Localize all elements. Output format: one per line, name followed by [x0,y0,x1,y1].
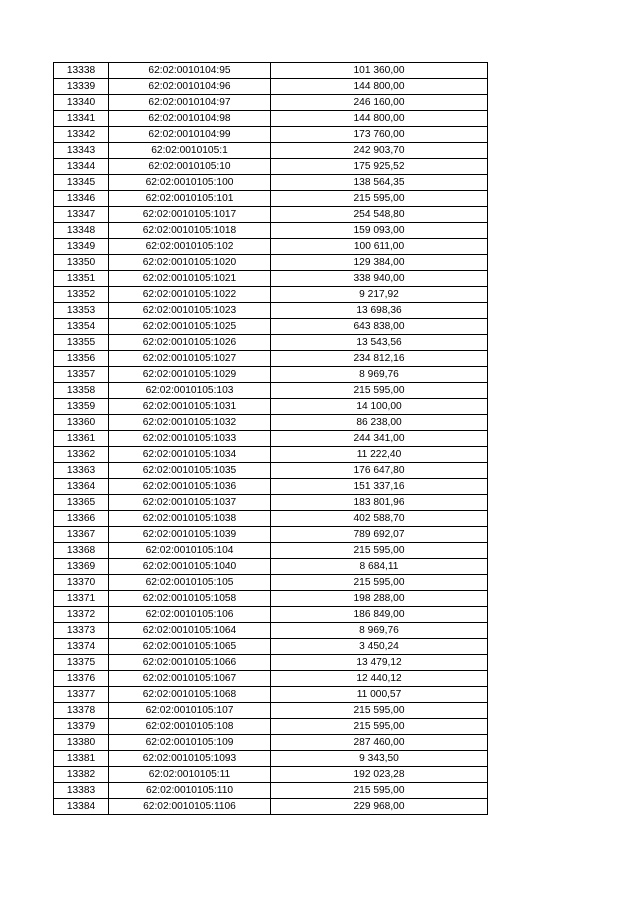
cadastral-number-cell: 62:02:0010105:110 [109,783,271,799]
cadastral-value-cell: 13 479,12 [271,655,488,671]
row-number-cell: 13353 [54,303,109,319]
row-number-cell: 13358 [54,383,109,399]
row-number-cell: 13338 [54,63,109,79]
cadastral-number-cell: 62:02:0010105:1018 [109,223,271,239]
cadastral-value-cell: 215 595,00 [271,719,488,735]
row-number-cell: 13376 [54,671,109,687]
table-row [54,511,488,527]
cadastral-number-cell: 62:02:0010105:1064 [109,623,271,639]
cadastral-number-cell: 62:02:0010105:1093 [109,751,271,767]
cadastral-value-cell: 183 801,96 [271,495,488,511]
cadastral-number-cell: 62:02:0010105:1033 [109,431,271,447]
row-number-cell: 13342 [54,127,109,143]
row-number-cell: 13352 [54,287,109,303]
table-row [54,575,488,591]
row-number-cell: 13374 [54,639,109,655]
cadastral-number-cell: 62:02:0010105:107 [109,703,271,719]
cadastral-value-cell: 8 969,76 [271,367,488,383]
table-row [54,79,488,95]
cadastral-number-cell: 62:02:0010105:1039 [109,527,271,543]
row-number-cell: 13370 [54,575,109,591]
table-body [54,63,488,815]
cadastral-value-cell: 402 588,70 [271,511,488,527]
cadastral-value-cell: 9 343,50 [271,751,488,767]
cadastral-value-cell: 215 595,00 [271,703,488,719]
table-row [54,175,488,191]
cadastral-value-cell: 215 595,00 [271,783,488,799]
cadastral-number-cell: 62:02:0010105:1106 [109,799,271,815]
cadastral-number-cell: 62:02:0010104:99 [109,127,271,143]
cadastral-number-cell: 62:02:0010105:1035 [109,463,271,479]
row-number-cell: 13368 [54,543,109,559]
row-number-cell: 13375 [54,655,109,671]
cadastral-number-cell: 62:02:0010105:1032 [109,415,271,431]
cadastral-value-cell: 234 812,16 [271,351,488,367]
cadastral-number-cell: 62:02:0010105:1022 [109,287,271,303]
cadastral-value-cell: 789 692,07 [271,527,488,543]
cadastral-value-cell: 173 760,00 [271,127,488,143]
row-number-cell: 13348 [54,223,109,239]
cadastral-value-cell: 246 160,00 [271,95,488,111]
table-row [54,543,488,559]
row-number-cell: 13343 [54,143,109,159]
cadastral-value-cell: 229 968,00 [271,799,488,815]
row-number-cell: 13362 [54,447,109,463]
table-row [54,431,488,447]
cadastral-number-cell: 62:02:0010105:103 [109,383,271,399]
table-row [54,671,488,687]
row-number-cell: 13380 [54,735,109,751]
cadastral-value-cell: 144 800,00 [271,111,488,127]
table-row [54,447,488,463]
table-row [54,655,488,671]
cadastral-number-cell: 62:02:0010105:1023 [109,303,271,319]
cadastral-value-cell: 11 222,40 [271,447,488,463]
table-row [54,255,488,271]
row-number-cell: 13344 [54,159,109,175]
table-row [54,239,488,255]
table-row [54,207,488,223]
row-number-cell: 13371 [54,591,109,607]
table-row [54,799,488,815]
cadastral-value-cell: 192 023,28 [271,767,488,783]
table-row [54,367,488,383]
table-row [54,399,488,415]
table-row [54,223,488,239]
cadastral-value-cell: 215 595,00 [271,543,488,559]
cadastral-number-cell: 62:02:0010105:100 [109,175,271,191]
cadastral-value-cell: 14 100,00 [271,399,488,415]
row-number-cell: 13349 [54,239,109,255]
cadastral-value-cell: 215 595,00 [271,383,488,399]
cadastral-value-cell: 176 647,80 [271,463,488,479]
row-number-cell: 13355 [54,335,109,351]
table-row [54,335,488,351]
cadastral-number-cell: 62:02:0010105:11 [109,767,271,783]
cadastral-value-cell: 86 238,00 [271,415,488,431]
cadastral-number-cell: 62:02:0010105:1029 [109,367,271,383]
table-row [54,351,488,367]
cadastral-number-cell: 62:02:0010105:101 [109,191,271,207]
table-row [54,271,488,287]
row-number-cell: 13365 [54,495,109,511]
cadastral-value-cell: 8 969,76 [271,623,488,639]
table-row [54,607,488,623]
table-row [54,479,488,495]
row-number-cell: 13367 [54,527,109,543]
table-row [54,63,488,79]
cadastral-number-cell: 62:02:0010105:1038 [109,511,271,527]
row-number-cell: 13364 [54,479,109,495]
cadastral-number-cell: 62:02:0010104:96 [109,79,271,95]
cadastral-value-cell: 11 000,57 [271,687,488,703]
cadastral-value-cell: 186 849,00 [271,607,488,623]
cadastral-value-cell: 175 925,52 [271,159,488,175]
cadastral-number-cell: 62:02:0010105:105 [109,575,271,591]
table-row [54,127,488,143]
cadastral-number-cell: 62:02:0010105:1058 [109,591,271,607]
row-number-cell: 13377 [54,687,109,703]
table-row [54,463,488,479]
table-row [54,495,488,511]
row-number-cell: 13357 [54,367,109,383]
row-number-cell: 13372 [54,607,109,623]
row-number-cell: 13381 [54,751,109,767]
cadastral-number-cell: 62:02:0010105:1040 [109,559,271,575]
table-row [54,527,488,543]
cadastral-value-cell: 13 543,56 [271,335,488,351]
row-number-cell: 13354 [54,319,109,335]
cadastral-value-cell: 12 440,12 [271,671,488,687]
row-number-cell: 13369 [54,559,109,575]
table-row [54,591,488,607]
table-row [54,95,488,111]
row-number-cell: 13382 [54,767,109,783]
cadastral-number-cell: 62:02:0010105:108 [109,719,271,735]
cadastral-number-cell: 62:02:0010105:1026 [109,335,271,351]
row-number-cell: 13359 [54,399,109,415]
cadastral-number-cell: 62:02:0010105:106 [109,607,271,623]
cadastral-value-cell: 643 838,00 [271,319,488,335]
row-number-cell: 13347 [54,207,109,223]
cadastral-value-cell: 244 341,00 [271,431,488,447]
cadastral-value-cell: 254 548,80 [271,207,488,223]
cadastral-number-cell: 62:02:0010105:1025 [109,319,271,335]
row-number-cell: 13346 [54,191,109,207]
row-number-cell: 13356 [54,351,109,367]
row-number-cell: 13378 [54,703,109,719]
table-row [54,783,488,799]
cadastral-number-cell: 62:02:0010104:98 [109,111,271,127]
table-row [54,111,488,127]
table-row [54,415,488,431]
table-row [54,719,488,735]
row-number-cell: 13341 [54,111,109,127]
cadastral-value-cell: 101 360,00 [271,63,488,79]
cadastral-number-cell: 62:02:0010104:97 [109,95,271,111]
row-number-cell: 13384 [54,799,109,815]
cadastral-value-cell: 215 595,00 [271,191,488,207]
cadastral-value-cell: 9 217,92 [271,287,488,303]
cadastral-number-cell: 62:02:0010105:1066 [109,655,271,671]
cadastral-number-cell: 62:02:0010105:1067 [109,671,271,687]
row-number-cell: 13383 [54,783,109,799]
cadastral-number-cell: 62:02:0010105:102 [109,239,271,255]
cadastral-value-cell: 144 800,00 [271,79,488,95]
cadastral-value-cell: 3 450,24 [271,639,488,655]
table-row [54,303,488,319]
cadastral-number-cell: 62:02:0010105:1 [109,143,271,159]
table-row [54,751,488,767]
table-row [54,191,488,207]
cadastral-value-cell: 138 564,35 [271,175,488,191]
cadastral-number-cell: 62:02:0010105:1034 [109,447,271,463]
row-number-cell: 13363 [54,463,109,479]
row-number-cell: 13351 [54,271,109,287]
table-row [54,639,488,655]
cadastral-value-cell: 198 288,00 [271,591,488,607]
table-row [54,687,488,703]
cadastral-value-cell: 242 903,70 [271,143,488,159]
cadastral-number-cell: 62:02:0010105:1020 [109,255,271,271]
table-row [54,383,488,399]
table-row [54,703,488,719]
row-number-cell: 13339 [54,79,109,95]
cadastral-number-cell: 62:02:0010105:1021 [109,271,271,287]
cadastral-number-cell: 62:02:0010105:10 [109,159,271,175]
cadastral-value-table [53,62,488,815]
row-number-cell: 13345 [54,175,109,191]
row-number-cell: 13373 [54,623,109,639]
table-row [54,143,488,159]
row-number-cell: 13340 [54,95,109,111]
row-number-cell: 13379 [54,719,109,735]
table-row [54,159,488,175]
cadastral-value-cell: 287 460,00 [271,735,488,751]
table-row [54,735,488,751]
cadastral-value-cell: 215 595,00 [271,575,488,591]
table-row [54,287,488,303]
table-row [54,319,488,335]
cadastral-number-cell: 62:02:0010105:1027 [109,351,271,367]
row-number-cell: 13350 [54,255,109,271]
table-row [54,623,488,639]
cadastral-number-cell: 62:02:0010105:1068 [109,687,271,703]
cadastral-number-cell: 62:02:0010105:1031 [109,399,271,415]
cadastral-value-cell: 13 698,36 [271,303,488,319]
cadastral-value-cell: 338 940,00 [271,271,488,287]
cadastral-number-cell: 62:02:0010105:1065 [109,639,271,655]
cadastral-number-cell: 62:02:0010105:1037 [109,495,271,511]
row-number-cell: 13361 [54,431,109,447]
cadastral-value-cell: 159 093,00 [271,223,488,239]
cadastral-value-cell: 8 684,11 [271,559,488,575]
cadastral-number-cell: 62:02:0010105:109 [109,735,271,751]
cadastral-number-cell: 62:02:0010104:95 [109,63,271,79]
cadastral-number-cell: 62:02:0010105:104 [109,543,271,559]
table-row [54,767,488,783]
cadastral-value-cell: 151 337,16 [271,479,488,495]
cadastral-value-cell: 129 384,00 [271,255,488,271]
cadastral-number-cell: 62:02:0010105:1036 [109,479,271,495]
cadastral-number-cell: 62:02:0010105:1017 [109,207,271,223]
row-number-cell: 13360 [54,415,109,431]
row-number-cell: 13366 [54,511,109,527]
table-row [54,559,488,575]
cadastral-value-cell: 100 611,00 [271,239,488,255]
